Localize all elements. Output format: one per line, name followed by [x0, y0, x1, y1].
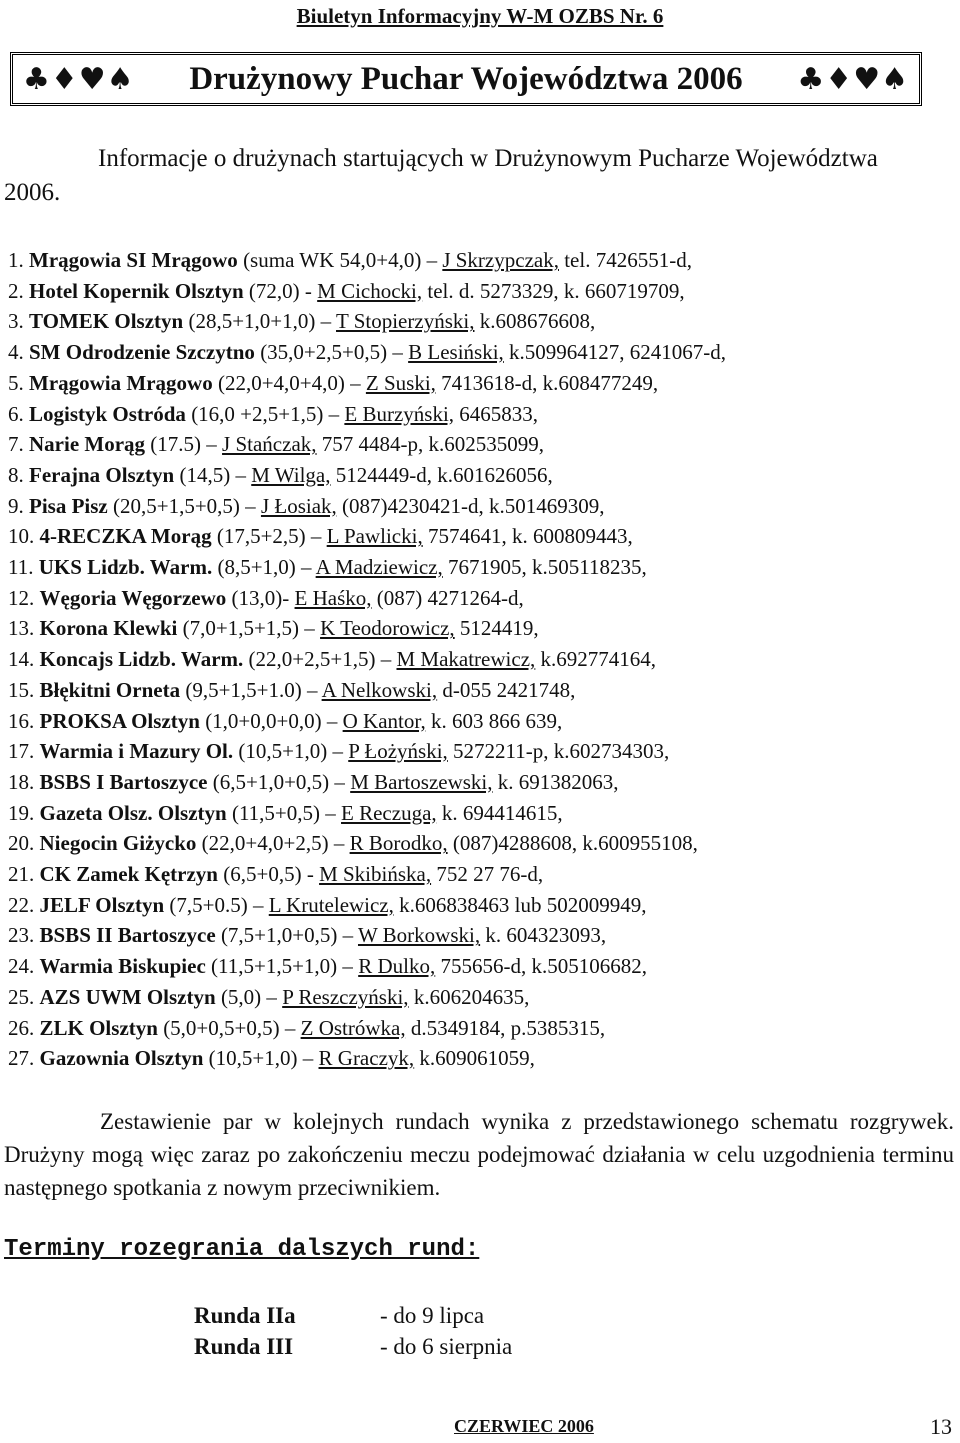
team-item	[8, 306, 948, 337]
team-phone: 755656-d, k.505106682,	[435, 954, 647, 979]
team-number: 9.	[8, 493, 24, 518]
team-score: (16,0 +2,5+1,5) –	[185, 401, 345, 426]
intro-paragraph: Informacje o drużynach startujących w Drużynowym Pucharze Województwa 2006.	[4, 145, 878, 206]
team-score: (11,5+1,5+1,0) –	[205, 954, 359, 979]
team-captain: O Kantor,	[342, 708, 426, 733]
team-number: 21.	[8, 862, 35, 887]
team-name: Korona Klewki	[39, 616, 178, 641]
team-number: 23.	[8, 923, 35, 948]
team-item	[8, 613, 948, 644]
team-score: (6,5+0,5) -	[217, 862, 320, 887]
team-score: (72,0) -	[243, 278, 318, 303]
team-number: 8.	[8, 462, 24, 487]
round-name: Runda IIa	[194, 1303, 296, 1328]
team-score: (22,0+4,0+4,0) –	[212, 370, 366, 395]
team-phone: k.509964127, 6241067-d,	[503, 340, 727, 365]
team-name: Logistyk Ostróda	[29, 401, 186, 426]
team-name: AZS UWM Olsztyn	[39, 984, 216, 1009]
team-number: 5.	[8, 370, 24, 395]
team-name: JELF Olsztyn	[39, 892, 165, 917]
team-phone: (087)4230421-d, k.501469309,	[336, 493, 605, 518]
team-score: (14,5) –	[174, 462, 252, 487]
round-deadline: - do 9 lipca	[380, 1303, 485, 1328]
team-score: (20,5+1,5+0,5) –	[107, 493, 261, 518]
team-name: Koncajs Lidzb. Warm.	[39, 647, 244, 672]
team-list	[8, 245, 948, 1074]
team-name: PROKSA Olsztyn	[39, 708, 200, 733]
team-item	[8, 245, 948, 276]
team-score: (22,0+4,0+2,5) –	[196, 831, 350, 856]
team-number: 13.	[8, 616, 35, 641]
team-item	[8, 644, 948, 675]
team-name: Gazeta Olsz. Olsztyn	[39, 800, 227, 825]
team-score: (7,0+1,5+1,5) –	[177, 616, 321, 641]
team-item	[8, 798, 948, 829]
team-score: (7,5+0.5) –	[164, 892, 269, 917]
team-phone: k. 603 866 639,	[425, 708, 563, 733]
team-name: Gazownia Olsztyn	[39, 1046, 204, 1071]
team-captain: R Graczyk,	[318, 1046, 415, 1071]
card-suits-icon: ♣♦♥♠	[23, 61, 135, 97]
team-item	[8, 337, 948, 368]
team-captain: P Łożyński,	[348, 739, 448, 764]
team-phone: k.692774164,	[535, 647, 657, 672]
team-name: Mrągowia SI Mrągowo	[29, 248, 238, 272]
team-captain: M Skibińska,	[319, 862, 432, 887]
team-phone: 5124449-d, k.601626056,	[330, 462, 553, 487]
team-number: 7.	[8, 432, 24, 457]
team-number: 27.	[8, 1046, 35, 1071]
team-name: ZLK Olsztyn	[39, 1015, 158, 1040]
team-score: (suma WK 54,0+4,0) –	[237, 248, 443, 272]
team-number: 25.	[8, 984, 35, 1009]
team-score: (35,0+2,5+0,5) –	[254, 340, 409, 365]
team-captain: W Borkowski,	[357, 923, 481, 948]
team-item	[8, 828, 948, 859]
team-score: (10,5+1,0) –	[203, 1046, 319, 1071]
team-phone: tel. 7426551-d,	[558, 248, 692, 272]
team-captain: R Borodko,	[349, 831, 448, 856]
team-item	[8, 460, 948, 491]
team-phone: k. 691382063,	[492, 769, 619, 794]
page-number: 13	[930, 1414, 952, 1439]
round-deadline: - do 6 sierpnia	[380, 1334, 513, 1359]
team-item	[8, 951, 948, 982]
team-number: 24.	[8, 954, 35, 979]
team-name: Narie Morąg	[29, 432, 146, 457]
team-item	[8, 399, 948, 430]
team-captain: E Reczuga,	[341, 800, 437, 825]
team-score: (8,5+1,0) –	[212, 555, 316, 580]
team-phone: k. 694414615,	[436, 800, 563, 825]
team-captain: K Teodorowicz,	[320, 616, 455, 641]
team-score: (11,5+0,5) –	[226, 800, 342, 825]
team-item	[8, 736, 948, 767]
team-number: 4.	[8, 340, 24, 365]
team-number: 14.	[8, 647, 35, 672]
team-captain: M Bartoszewski,	[350, 769, 493, 794]
team-phone: tel. d. 5273329, k. 660719709,	[422, 278, 685, 303]
rounds-schedule	[194, 1300, 512, 1362]
team-phone: d.5349184, p.5385315,	[405, 1015, 606, 1040]
team-phone: 7413618-d, k.608477249,	[435, 370, 659, 395]
team-captain: L Pawlicki,	[326, 524, 423, 549]
team-number: 10.	[8, 524, 35, 549]
team-captain: T Stopierzyński,	[336, 309, 475, 334]
team-item	[8, 583, 948, 614]
team-phone: 7574641, k. 600809443,	[422, 524, 633, 549]
team-item	[8, 982, 948, 1013]
team-phone: k. 604323093,	[480, 923, 607, 948]
team-item	[8, 767, 948, 798]
team-name: BSBS I Bartoszyce	[39, 769, 208, 794]
team-number: 15.	[8, 677, 35, 702]
team-item	[8, 552, 948, 583]
team-name: Błękitni Orneta	[39, 677, 181, 702]
team-phone: (087) 4271264-d,	[371, 585, 524, 610]
team-phone: k.608676608,	[474, 309, 596, 334]
team-score: (7,5+1,0+0,5) –	[215, 923, 358, 948]
team-captain: B Lesiński,	[408, 340, 504, 365]
team-name: Hotel Kopernik Olsztyn	[29, 278, 244, 303]
team-score: (9,5+1,5+1.0) –	[180, 677, 322, 702]
team-phone: (087)4288608, k.600955108,	[447, 831, 698, 856]
team-item	[8, 429, 948, 460]
team-name: 4-RECZKA Morąg	[39, 524, 212, 549]
team-number: 16.	[8, 708, 35, 733]
team-name: UKS Lidzb. Warm.	[38, 555, 213, 580]
team-item	[8, 675, 948, 706]
team-phone: k.606204635,	[408, 984, 530, 1009]
team-score: (1,0+0,0+0,0) –	[199, 708, 343, 733]
team-item	[8, 491, 948, 522]
team-captain: R Dulko,	[358, 954, 436, 979]
team-score: (6,5+1,0+0,5) –	[207, 769, 351, 794]
team-item	[8, 706, 948, 737]
team-number: 3.	[8, 309, 24, 334]
team-number: 26.	[8, 1015, 35, 1040]
team-score: (13,0)-	[226, 585, 295, 610]
team-number: 12.	[8, 585, 35, 610]
team-item	[8, 859, 948, 890]
team-captain: E Burzyński,	[344, 401, 455, 426]
team-captain: M Cichocki,	[317, 278, 423, 303]
team-number: 6.	[8, 401, 24, 426]
team-captain: J Skrzypczak,	[442, 248, 559, 272]
team-number: 17.	[8, 739, 35, 764]
team-score: (17.5) –	[145, 432, 223, 457]
team-captain: P Reszczyński,	[282, 984, 409, 1009]
team-name: TOMEK Olsztyn	[29, 309, 184, 334]
team-item	[8, 521, 948, 552]
bulletin-header: Biuletyn Informacyjny W-M OZBS Nr. 6	[296, 4, 664, 28]
team-name: Warmia Biskupiec	[39, 954, 206, 979]
card-suits-icon: ♣♦♥♠	[797, 61, 909, 97]
team-item	[8, 920, 948, 951]
team-captain: M Makatrewicz,	[396, 647, 536, 672]
team-number: 20.	[8, 831, 35, 856]
team-item	[8, 890, 948, 921]
team-score: (10,5+1,0) –	[233, 739, 349, 764]
team-item	[8, 1013, 948, 1044]
team-item	[8, 1043, 948, 1074]
team-name: Warmia i Mazury Ol.	[39, 739, 234, 764]
team-number: 18.	[8, 769, 35, 794]
team-number: 1.	[8, 248, 24, 272]
team-captain: J Stańczak,	[222, 432, 317, 457]
team-number: 11.	[8, 555, 34, 580]
page-title: Drużynowy Puchar Województwa 2006	[189, 60, 743, 97]
team-phone: 757 4484-p, k.602535099,	[316, 432, 545, 457]
team-number: 22.	[8, 892, 35, 917]
team-score: (5,0) –	[215, 984, 283, 1009]
team-name: Niegocin Giżycko	[39, 831, 197, 856]
team-number: 19.	[8, 800, 35, 825]
team-name: Ferajna Olsztyn	[29, 462, 175, 487]
team-item	[8, 368, 948, 399]
team-phone: 752 27 76-d,	[431, 862, 544, 887]
team-item	[8, 276, 948, 307]
footer-date: CZERWIEC 2006	[454, 1416, 594, 1436]
title-box	[10, 52, 922, 106]
team-captain: A Nelkowski,	[321, 677, 438, 702]
round-row	[194, 1300, 512, 1331]
round-row	[194, 1331, 512, 1362]
team-captain: L Krutelewicz,	[268, 892, 394, 917]
team-name: BSBS II Bartoszyce	[39, 923, 216, 948]
team-captain: M Wilga,	[251, 462, 331, 487]
team-phone: 5124419,	[454, 616, 539, 641]
team-score: (22,0+2,5+1,5) –	[243, 647, 397, 672]
team-phone: 7671905, k.505118235,	[442, 555, 647, 580]
team-name: Węgoria Węgorzewo	[39, 585, 227, 610]
team-captain: Z Ostrówka,	[300, 1015, 406, 1040]
team-number: 2.	[8, 278, 24, 303]
team-phone: 5272211-p, k.602734303,	[447, 739, 670, 764]
rounds-heading: Terminy rozegrania dalszych rund:	[4, 1236, 480, 1263]
team-phone: 6465833,	[454, 401, 539, 426]
team-captain: E Haśko,	[294, 585, 372, 610]
team-name: Mrągowia Mrągowo	[29, 370, 213, 395]
team-name: SM Odrodzenie Szczytno	[29, 340, 255, 365]
team-phone: k.609061059,	[414, 1046, 535, 1071]
round-name: Runda III	[194, 1334, 294, 1359]
team-captain: Z Suski,	[365, 370, 436, 395]
team-phone: k.606838463 lub 502009949,	[393, 892, 647, 917]
summary-paragraph: Zestawienie par w kolejnych rundach wynika z przedstawionego schematu rozgrywek. Drużyny mogą więc zaraz po zakończeniu meczu podejmować działania w celu uzgodnienia terminu następnego spotkania z nowym przeciwnikiem.	[4, 1109, 954, 1200]
team-score: (17,5+2,5) –	[211, 524, 327, 549]
team-captain: A Madziewicz,	[315, 555, 443, 580]
team-score: (28,5+1,0+1,0) –	[183, 309, 337, 334]
team-captain: J Łosiak,	[260, 493, 337, 518]
team-name: Pisa Pisz	[29, 493, 108, 518]
team-name: CK Zamek Kętrzyn	[39, 862, 218, 887]
team-score: (5,0+0,5+0,5) –	[157, 1015, 301, 1040]
team-phone: d-055 2421748,	[437, 677, 576, 702]
